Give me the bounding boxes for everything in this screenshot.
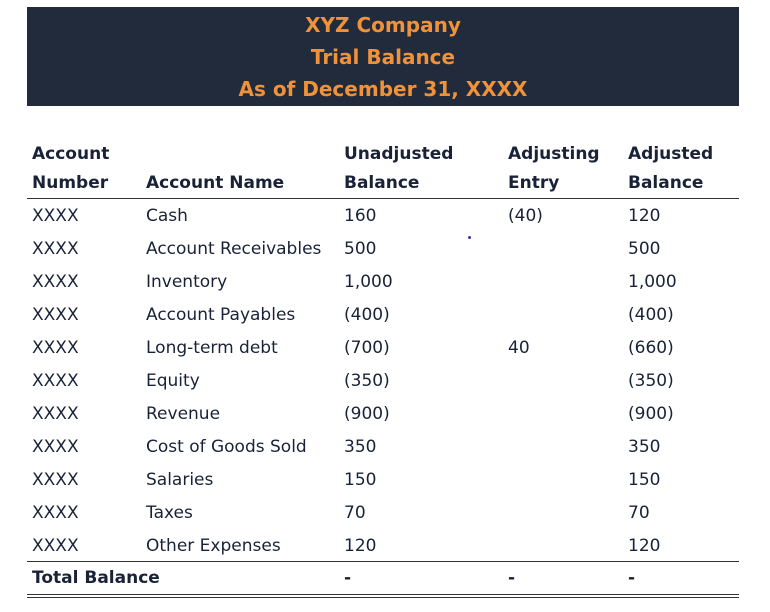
col-header-unadjusted-balance: Unadjusted Balance xyxy=(344,144,454,193)
col-header-adjusting-entry: Adjusting Entry xyxy=(508,144,600,193)
adjusted-balance-cell: 500 xyxy=(628,239,661,259)
account-name-cell: Cost of Goods Sold xyxy=(146,437,307,457)
table-row xyxy=(0,233,770,266)
table-row xyxy=(0,332,770,365)
account-name-cell: Inventory xyxy=(146,272,228,292)
col-header-account-number: Account Number xyxy=(32,144,110,193)
total-adjusted: - xyxy=(628,568,636,588)
col-header-account-name: Account Name xyxy=(146,173,285,193)
stray-dot xyxy=(468,236,471,239)
account-number-cell: XXXX xyxy=(32,239,79,259)
report-title: Trial Balance xyxy=(310,44,456,69)
adjusted-balance-cell: (900) xyxy=(628,404,674,424)
unadjusted-balance-cell: 150 xyxy=(344,470,377,490)
account-number-cell: XXXX xyxy=(32,272,79,292)
table-row xyxy=(0,497,770,530)
report-date: As of December 31, XXXX xyxy=(238,76,528,101)
unadjusted-balance-cell: 350 xyxy=(344,437,377,457)
company-name: XYZ Company xyxy=(305,12,461,37)
account-name-cell: Cash xyxy=(146,206,188,226)
adjusted-balance-cell: 150 xyxy=(628,470,661,490)
unadjusted-balance-cell: 120 xyxy=(344,536,377,556)
total-unadjusted: - xyxy=(344,568,352,588)
adjusted-balance-cell: 70 xyxy=(628,503,650,523)
table-row xyxy=(0,530,770,563)
adjusting-entry-cell: 40 xyxy=(508,338,530,358)
account-number-cell: XXXX xyxy=(32,404,79,424)
adjusted-balance-cell: 120 xyxy=(628,206,661,226)
double-underline-top xyxy=(27,594,739,595)
total-adjusting: - xyxy=(508,568,516,588)
account-name-cell: Account Payables xyxy=(146,305,296,325)
adjusted-balance-cell: (350) xyxy=(628,371,674,391)
account-number-cell: XXXX xyxy=(32,536,79,556)
account-name-cell: Long-term debt xyxy=(146,338,278,358)
total-row xyxy=(0,562,770,595)
total-label: Total Balance xyxy=(32,568,160,588)
adjusted-balance-cell: (400) xyxy=(628,305,674,325)
table-row xyxy=(0,365,770,398)
table-row xyxy=(0,464,770,497)
header-divider xyxy=(27,198,739,199)
unadjusted-balance-cell: 70 xyxy=(344,503,366,523)
account-number-cell: XXXX xyxy=(32,470,79,490)
table-row xyxy=(0,431,770,464)
unadjusted-balance-cell: (350) xyxy=(344,371,390,391)
account-name-cell: Salaries xyxy=(146,470,214,490)
account-number-cell: XXXX xyxy=(32,206,79,226)
account-name-cell: Account Receivables xyxy=(146,239,322,259)
unadjusted-balance-cell: (900) xyxy=(344,404,390,424)
account-name-cell: Other Expenses xyxy=(146,536,281,556)
adjusted-balance-cell: (660) xyxy=(628,338,674,358)
col-header-adjusted-balance: Adjusted Balance xyxy=(628,144,714,193)
adjusted-balance-cell: 1,000 xyxy=(628,272,677,292)
account-number-cell: XXXX xyxy=(32,437,79,457)
account-number-cell: XXXX xyxy=(32,371,79,391)
account-number-cell: XXXX xyxy=(32,503,79,523)
adjusted-balance-cell: 120 xyxy=(628,536,661,556)
table-row xyxy=(0,398,770,431)
account-name-cell: Revenue xyxy=(146,404,221,424)
unadjusted-balance-cell: 160 xyxy=(344,206,377,226)
adjusting-entry-cell: (40) xyxy=(508,206,543,226)
account-name-cell: Equity xyxy=(146,371,200,391)
double-underline-bottom xyxy=(27,597,739,598)
unadjusted-balance-cell: 500 xyxy=(344,239,377,259)
account-number-cell: XXXX xyxy=(32,305,79,325)
adjusted-balance-cell: 350 xyxy=(628,437,661,457)
account-name-cell: Taxes xyxy=(146,503,193,523)
unadjusted-balance-cell: (700) xyxy=(344,338,390,358)
unadjusted-balance-cell: 1,000 xyxy=(344,272,393,292)
table-row xyxy=(0,266,770,299)
report-header xyxy=(27,7,739,106)
table-row xyxy=(0,299,770,332)
table-row xyxy=(0,200,770,233)
account-number-cell: XXXX xyxy=(32,338,79,358)
unadjusted-balance-cell: (400) xyxy=(344,305,390,325)
